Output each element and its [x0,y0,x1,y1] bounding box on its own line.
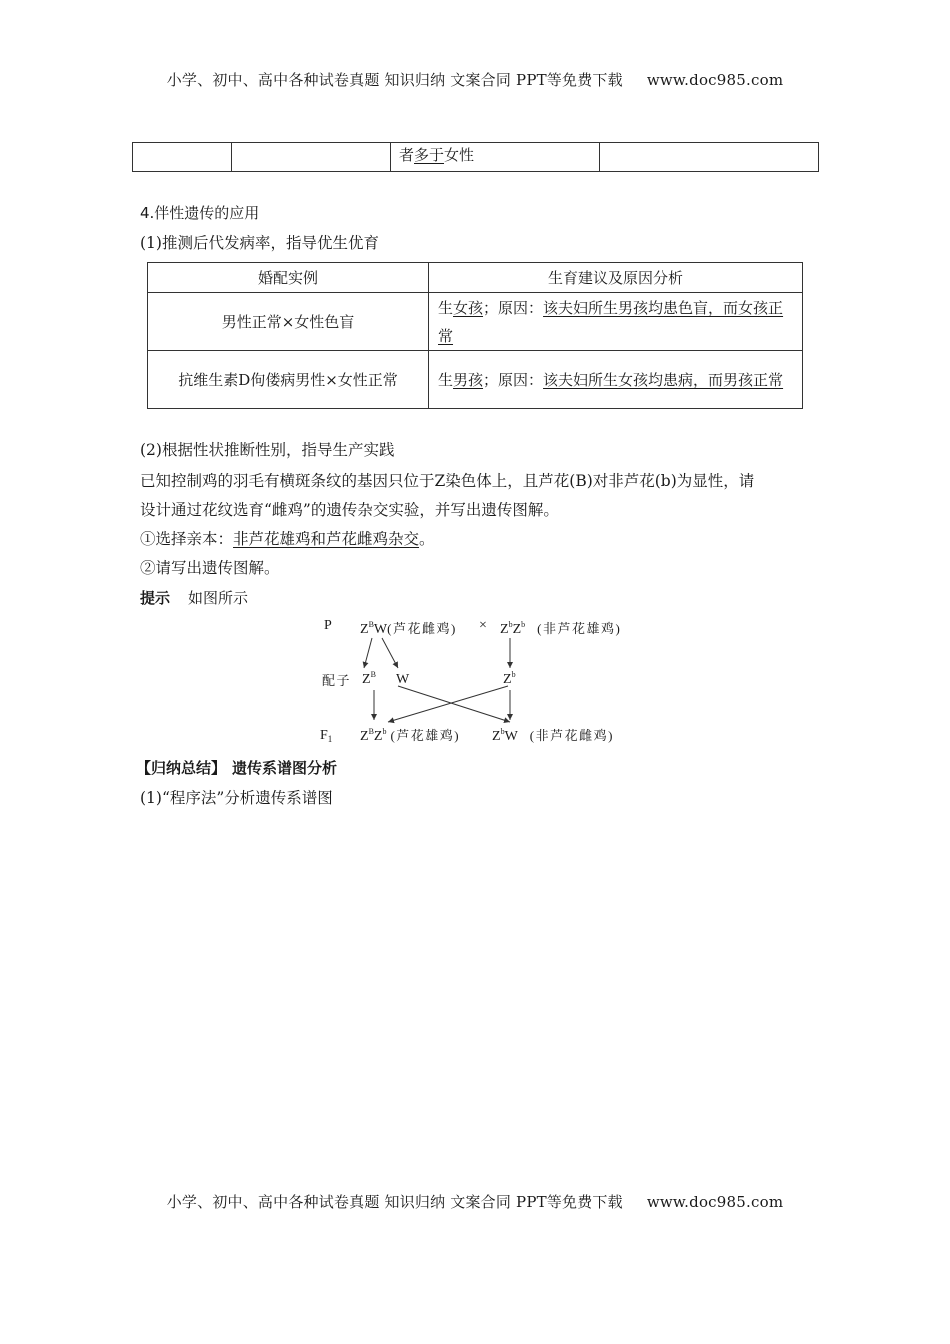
phenotype-label: (非芦花雌鸡) [529,728,614,743]
question-2: ②请写出遗传图解。 [140,559,280,577]
paragraph: 设计通过花纹选育“雌鸡”的遗传杂交实验，并写出遗传图解。 [140,501,559,519]
section-title: 4.伴性遗传的应用 [140,204,260,222]
question-1 [140,528,435,550]
header-text: 小学、初中、高中各种试卷真题 知识归纳 文案合同 PPT等免费下载 [166,71,623,89]
header-url[interactable]: www.doc985.com [646,71,784,89]
reason-underlined: 该夫妇所生男孩均患色盲，而女孩正常 [438,298,784,345]
punct: 。 [419,530,435,548]
gamete: W [396,672,410,687]
table-row [148,351,803,409]
hint-line [140,587,248,609]
advice-underlined: 女孩 [453,298,484,317]
p-female-genotype: $Z^BW$(芦花雌鸡) [360,620,457,637]
phenotype-label: (非芦花雄鸡) [537,621,622,636]
gamete: $Z^B$ [362,670,376,687]
row-label-f1: $F_1$ [320,728,333,744]
question-label: ①选择亲本： [140,530,234,548]
arrow [364,638,372,668]
table-row [133,143,819,172]
paragraph: 已知控制鸡的羽毛有横斑条纹的基因只位于Z染色体上，且芦花(B)对非芦花(b)为显性，请 [140,472,755,490]
arrow [388,686,508,722]
reason-label: ；原因： [483,298,544,317]
case-cell: 男性正常×女性色盲 [148,293,429,351]
p-male-genotype: $Z^bZ^b$ (非芦花雄鸡) [500,620,622,637]
page-footer [0,1191,950,1212]
cell-text: 者 [399,146,415,164]
page-header [0,69,950,90]
advice-cell [429,293,803,351]
advice-text: 生 [438,370,454,389]
table-cell [133,143,232,172]
case-cell: 抗维生素D佝偻病男性×女性正常 [148,351,429,409]
f1-female-genotype: $Z^bW$ (非芦花雌鸡) [492,727,614,744]
cross-symbol: × [479,618,487,633]
table-header-row [148,263,803,293]
summary-title: 遗传系谱图分析 [232,759,338,777]
footer-text: 小学、初中、高中各种试卷真题 知识归纳 文案合同 PPT等免费下载 [166,1193,623,1211]
table-cell [232,143,391,172]
advice-underlined: 男孩 [453,370,484,389]
table-row [148,293,803,351]
advice-text: 生 [438,298,454,317]
row-label-p: P [324,618,332,633]
gamete: $Z^b$ [503,670,516,687]
subsection-1: (1)推测后代发病率，指导优生优育 [140,234,379,252]
arrow [398,686,510,722]
reason-label: ；原因： [483,370,544,389]
marriage-advice-table [147,262,803,409]
continuation-table [132,142,819,172]
answer-underlined: 非芦花雄鸡和芦花雌鸡杂交 [233,530,420,548]
table-cell [600,143,819,172]
inheritance-diagram [300,610,660,750]
column-header: 婚配实例 [148,263,429,293]
hint-text: 如图所示 [188,589,249,607]
table-cell [391,143,600,172]
phenotype-label: (芦花雄鸡) [390,728,461,743]
column-header: 生育建议及原因分析 [429,263,803,293]
summary-heading [136,757,337,779]
summary-tag: 【归纳总结】 [136,759,227,777]
row-label-gamete: 配子 [322,673,352,688]
footer-url[interactable]: www.doc985.com [646,1193,784,1211]
arrow [382,638,398,668]
advice-cell [429,351,803,409]
summary-line: (1)“程序法”分析遗传系谱图 [140,789,333,807]
reason-underlined: 该夫妇所生女孩均患病，而男孩正常 [543,370,784,389]
hint-label: 提示 [140,589,171,607]
cell-text: 女性 [444,146,475,164]
f1-male-genotype: $Z^BZ^b$ (芦花雄鸡) [360,727,461,744]
subsection-2: (2)根据性状推断性别，指导生产实践 [140,441,395,459]
cell-underlined-text: 多于 [414,146,445,164]
phenotype-label: (芦花雌鸡) [387,621,457,636]
